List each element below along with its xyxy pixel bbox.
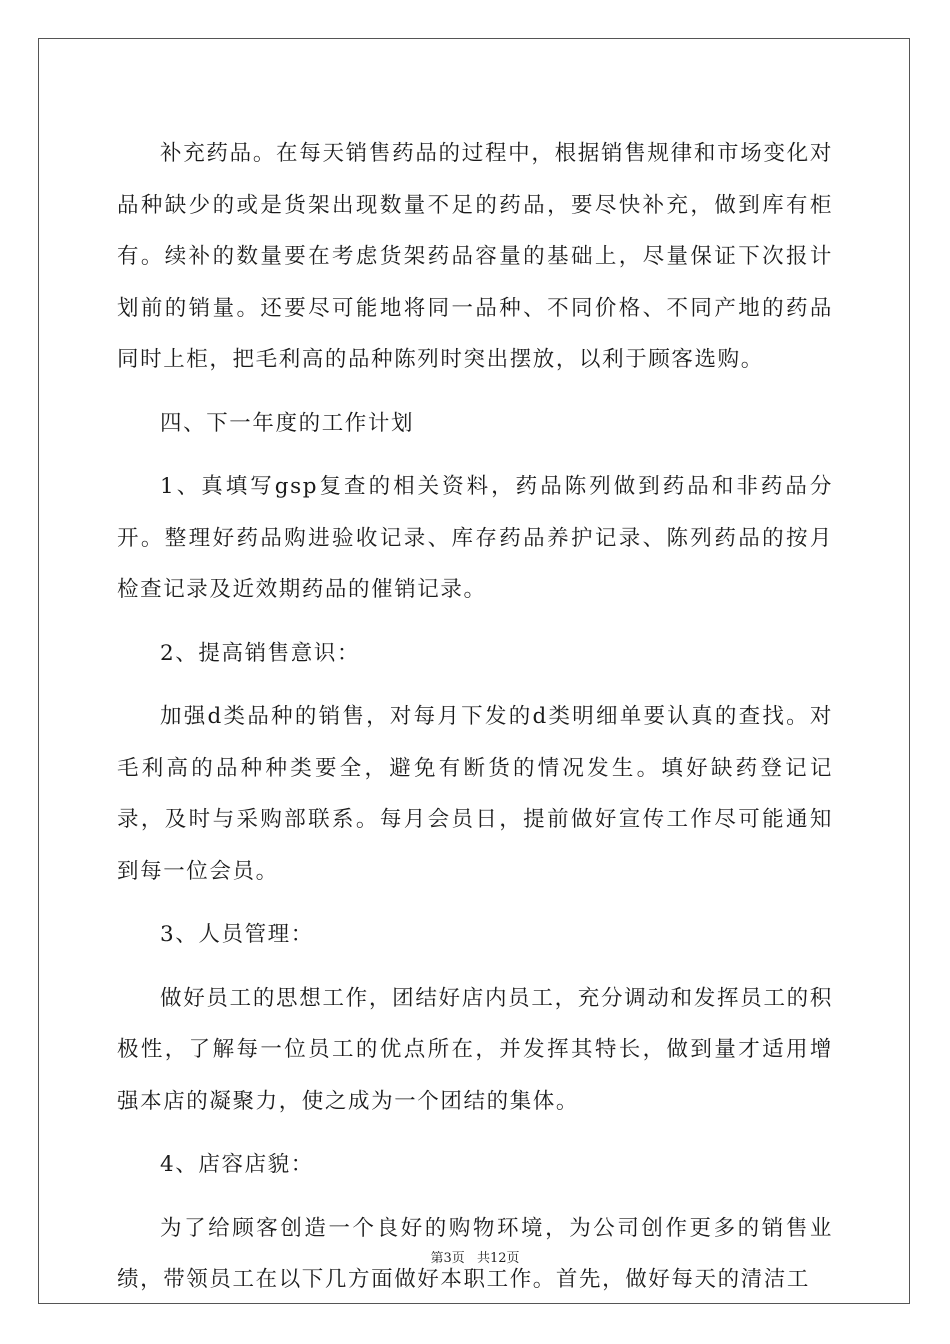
page-number-total: 共12页 bbox=[476, 1251, 520, 1266]
page-footer bbox=[0, 1247, 950, 1266]
item-heading-2: 2、提高销售意识： bbox=[160, 640, 361, 666]
item-heading-4: 4、店容店貌： bbox=[160, 1152, 314, 1177]
document-body bbox=[117, 128, 833, 1318]
item-heading-3: 3、人员管理： bbox=[160, 922, 314, 947]
paragraph-staff-management: 做好员工的思想工作，团结好店内员工，充分调动和发挥员工的积极性，了解每一位员工的优点所在，并发挥其特长，做到量才适用增强本店的凝聚力，使之成为一个团结的集体。 bbox=[117, 985, 833, 1114]
page-number-current: 第3页 bbox=[430, 1251, 465, 1266]
paragraph-store-appearance: 为了给顾客创造一个良好的购物环境，为公司创作更多的销售业绩，带领员工在以下几方面做好本职工作。首先，做好每天的清洁工 bbox=[117, 1215, 833, 1292]
paragraph-restock: 补充药品。在每天销售药品的过程中，根据销售规律和市场变化对品种缺少的或是货架出现数量不足的药品，要尽快补充，做到库有柜有。续补的数量要在考虑货架药品容量的基础上，尽量保证下次报计划前的销量。还要尽可能地将同一品种、不同价格、不同产地的药品同时上柜，把毛利高的品种陈列时突出摆放，以利于顾客选购。 bbox=[117, 141, 833, 372]
paragraph-sales-awareness: 加强d类品种的销售，对每月下发的d类明细单要认真的查找。对毛利高的品种种类要全，避免有断货的情况发生。填好缺药登记记录，及时与采购部联系。每月会员日，提前做好宣传工作尽可能通知到每一位会员。 bbox=[117, 704, 833, 884]
paragraph-item-1: 1、真填写gsp复查的相关资料，药品陈列做到药品和非药品分开。整理好药品购进验收记录、库存药品养护记录、陈列药品的按月检查记录及近效期药品的催销记录。 bbox=[117, 474, 833, 602]
section-heading-next-year-plan: 四、下一年度的工作计划 bbox=[160, 410, 415, 436]
